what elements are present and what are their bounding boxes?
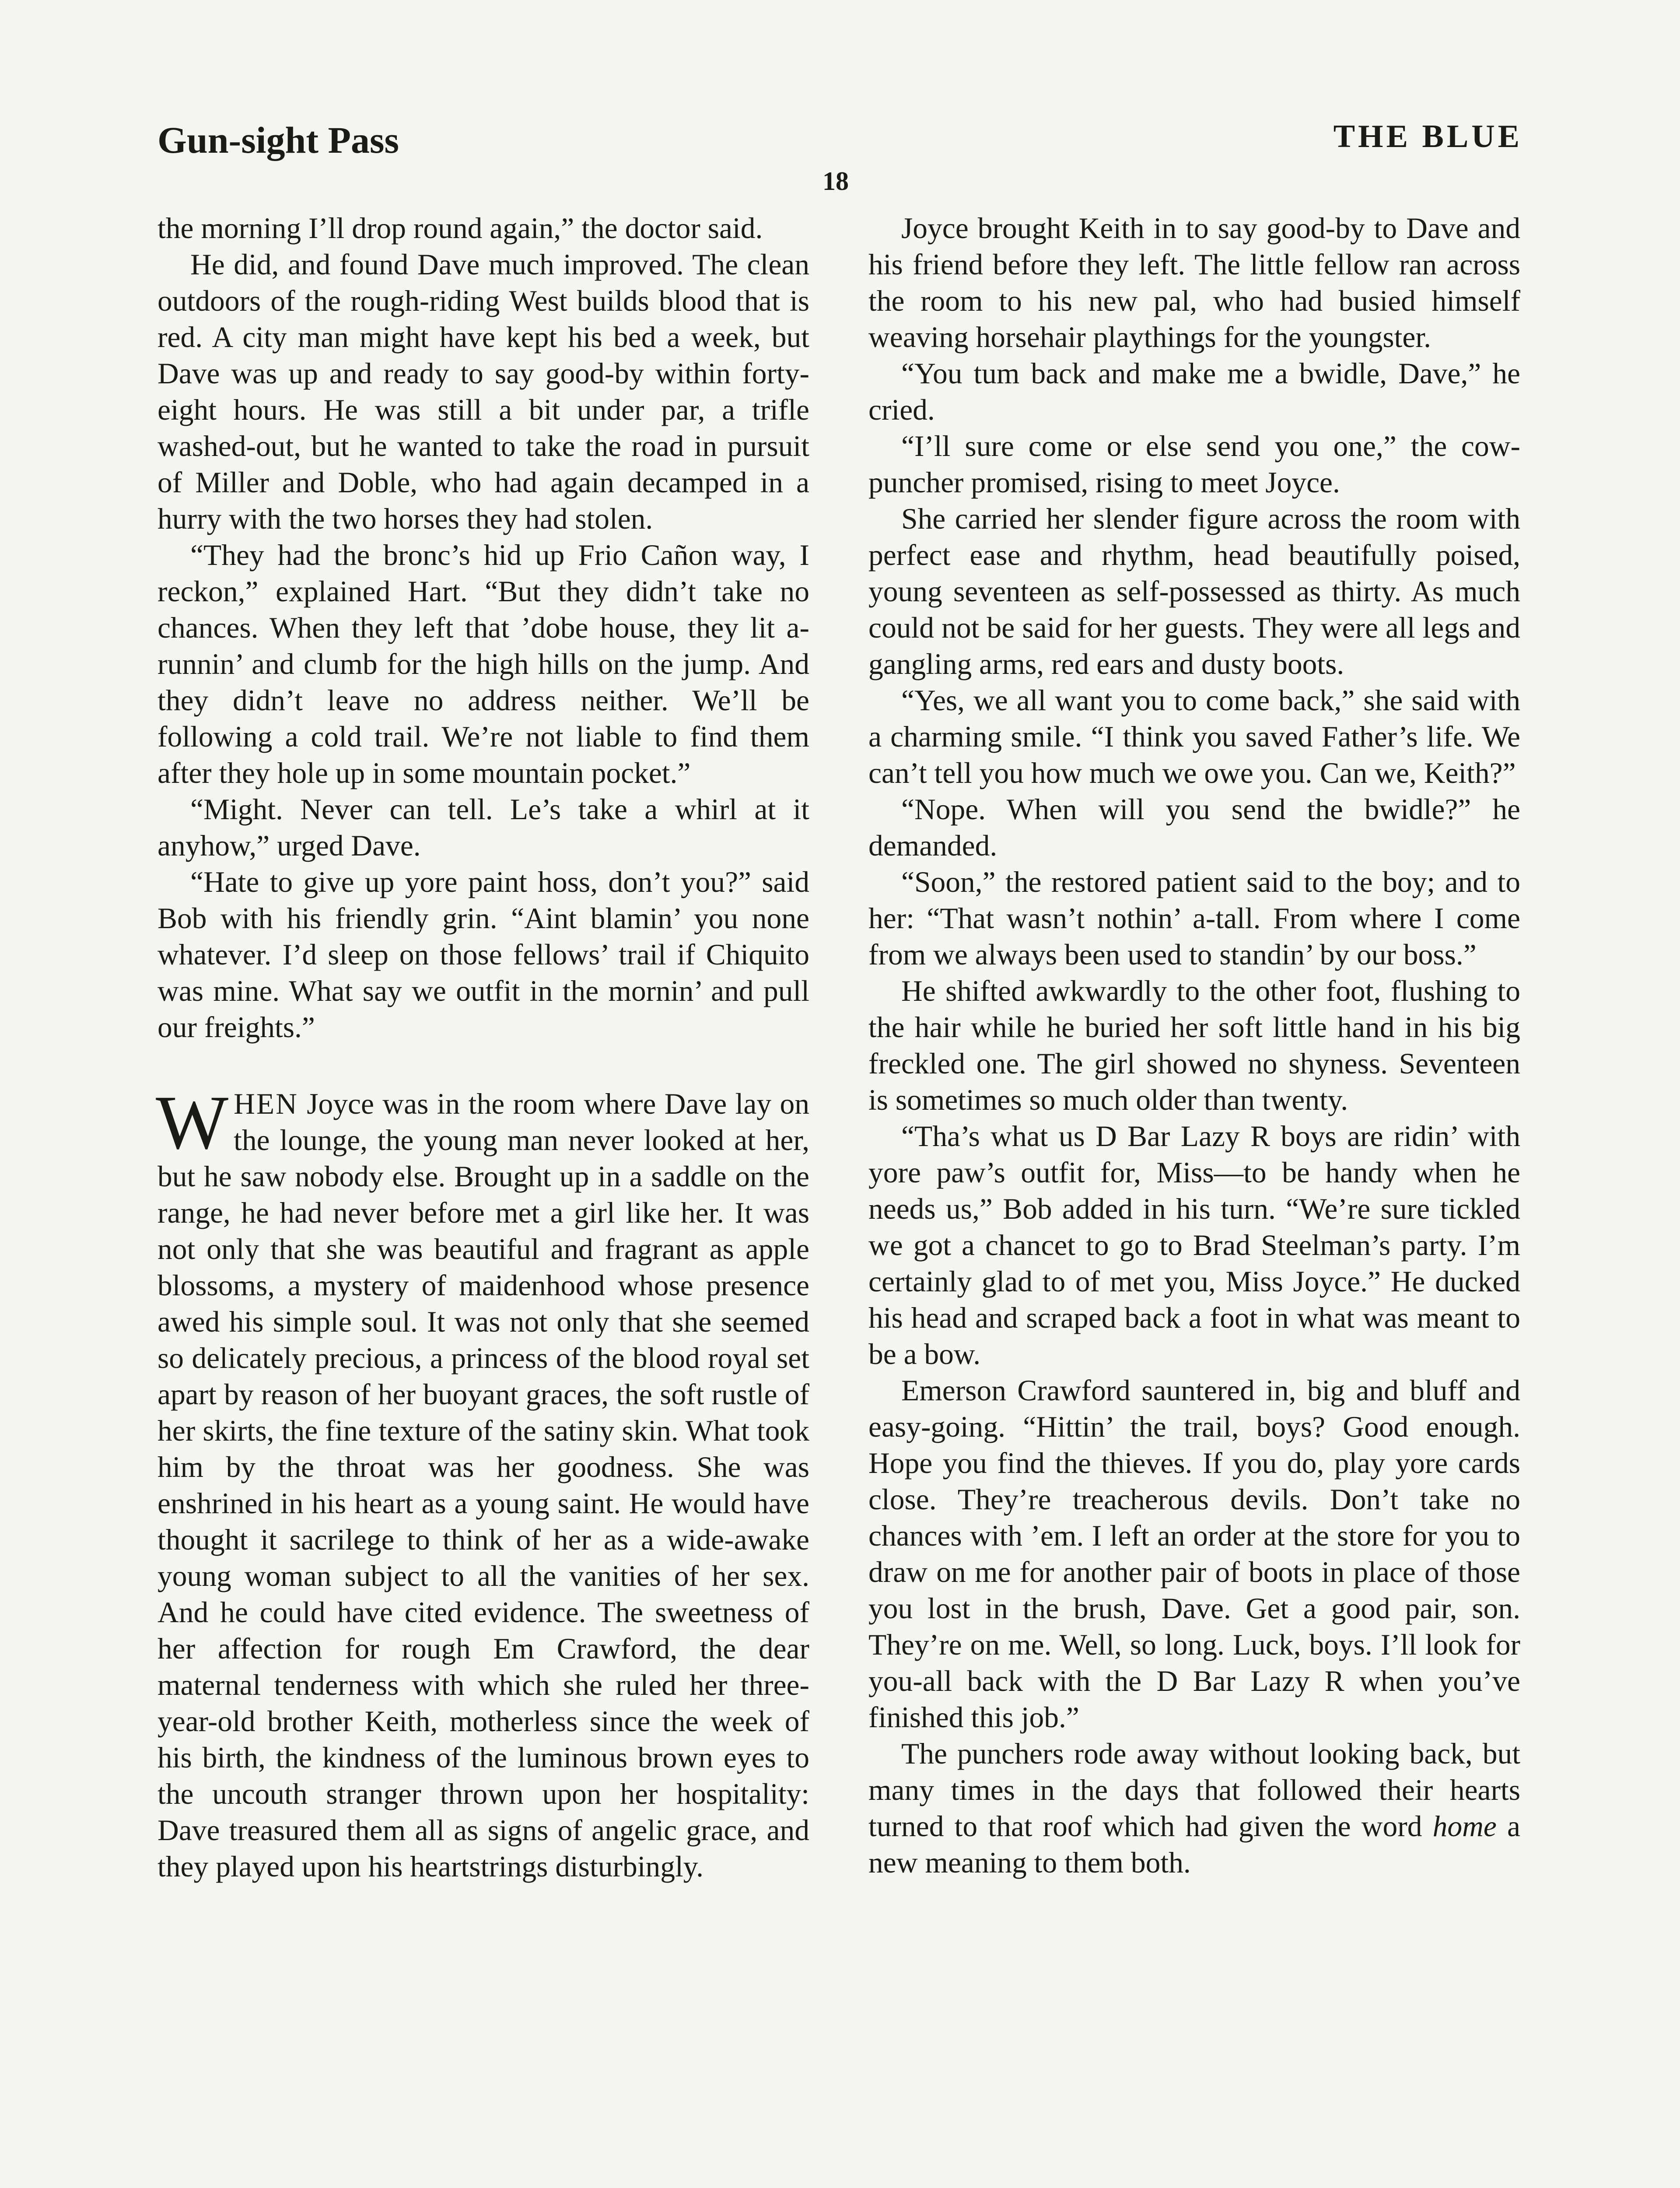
paragraph: “Soon,” the restored patient said to the boy; and to her: “That wasn’t nothin’ a-tall. From where I come from we always been used to standin’ by our boss.”	[868, 866, 1520, 971]
paragraph: “I’ll sure come or else send you one,” the cow-puncher promised, rising to meet Joyce.	[868, 430, 1520, 499]
right-column	[868, 210, 1520, 1881]
closing-text-end: a new meaning to them both.	[868, 1810, 1520, 1879]
paragraph: She carried her slender figure across the room with perfect ease and rhythm, head beautifully poised, young seventeen as self-possessed as thirty. As much could not be said for her guests. They were all legs and gangling arms, red ears and dusty boots.	[868, 502, 1520, 680]
closing-paragraph	[868, 1736, 1520, 1881]
running-head-magazine-title: THE BLUE	[1333, 119, 1522, 154]
paragraph: the morning I’ll drop round again,” the doctor said.	[158, 212, 763, 245]
paragraph: “They had the bronc’s hid up Frio Cañon way, I reckon,” explained Hart. “But they didn’t take no chances. When they left that ’dobe house, they lit a-runnin’ and clumb for the high hills on the jump. And they didn’t leave no address neither. We’ll be following a cold trail. We’re not liable to find them after they hole up in some mountain pocket.”	[158, 539, 809, 789]
section-text: Joyce was in the room where Dave lay on the lounge, the young man never looked at her, but he saw nobody else. Brought up in a saddle on the range, he had never before met a girl like her. It was not only that she was beautiful and fragrant as apple blossoms, a mystery of maidenhood whose presence awed his simple soul. It was not only that she seemed so delicately precious, a princess of the blood royal set apart by reason of her buoyant graces, the soft rustle of her skirts, the fine texture of the satiny skin. What took him by the throat was her goodness. She was enshrined in his heart as a young saint. He would have thought it sacrilege to think of her as a wide-awake young woman subject to all the vanities of her sex. And he could have cited evidence. The sweetness of her affection for rough Em Crawford, the dear maternal tenderness with which she ruled her three-year-old brother Keith, motherless since the week of his birth, the kindness of the luminous brown eyes to the uncouth stranger thrown upon her hospitality: Dave treasured them all as signs of angelic grace, and they played upon his heartstrings disturbingly.	[158, 1087, 809, 1883]
paragraph: “Nope. When will you send the bwidle?” he demanded.	[868, 793, 1520, 862]
running-head-story-title: Gun-sight Pass	[158, 119, 399, 161]
paragraph: He shifted awkwardly to the other foot, flushing to the hair while he buried her soft little hand in his big freckled one. The girl showed no shyness. Seventeen is sometimes so much older than twenty.	[868, 975, 1520, 1116]
drop-cap: W	[156, 1080, 229, 1165]
paragraph: “Tha’s what us D Bar Lazy R boys are ridin’ with yore paw’s outfit for, Miss—to be handy when he needs us,” Bob added in his turn. “We’re sure tickled we got a chancet to go to Brad Steelman’s party. I’m certainly glad to of met you, Miss Joyce.” He ducked his head and scraped back a foot in what was meant to be a bow.	[868, 1120, 1520, 1371]
paragraph: “Might. Never can tell. Le’s take a whirl at it anyhow,” urged Dave.	[158, 793, 809, 862]
paragraph: “Hate to give up yore paint hoss, don’t you?” said Bob with his friendly grin. “Aint blamin’ you none whatever. I’d sleep on those fellows’ trail if Chiquito was mine. What say we outfit in the mornin’ and pull our freights.”	[158, 866, 809, 1044]
emphasized-word: home	[1432, 1810, 1497, 1843]
closing-text-start: The punchers rode away without looking back, but many times in the days that followed their hearts turned to that roof which had given the word	[868, 1737, 1520, 1843]
page-number: 18	[822, 167, 849, 196]
paragraph: “You tum back and make me a bwidle, Dave,” he cried.	[868, 357, 1520, 426]
left-column	[158, 210, 809, 1885]
paragraph: Joyce brought Keith in to say good-by to Dave and his friend before they left. The little fellow ran across the room to his new pal, who had busied himself weaving horsehair playthings for the youngster.	[868, 212, 1520, 354]
paragraph: “Yes, we all want you to come back,” she said with a charming smile. “I think you saved Father’s life. We can’t tell you how much we owe you. Can we, Keith?”	[868, 684, 1520, 789]
section-paragraph	[156, 1080, 809, 1885]
paragraph: He did, and found Dave much improved. The clean outdoors of the rough-riding West builds blood that is red. A city man might have kept his bed a week, but Dave was up and ready to say good-by within forty-eight hours. He was still a bit under par, a trifle washed-out, but he wanted to take the road in pursuit of Miller and Doble, who had again decamped in a hurry with the two horses they had stolen.	[158, 248, 809, 535]
small-caps-lead: HEN	[234, 1087, 298, 1120]
paragraph: Emerson Crawford sauntered in, big and bluff and easy-going. “Hittin’ the trail, boys? Good enough. Hope you find the thieves. If you do, play yore cards close. They’re treacherous devils. Don’t take no chances with ’em. I left an order at the store for you to draw on me for another pair of boots in place of those you lost in the brush, Dave. Get a good pair, son. They’re on me. Well, so long. Luck, boys. I’ll look for you-all back with the D Bar Lazy R when you’ve finished this job.”	[868, 1374, 1520, 1734]
